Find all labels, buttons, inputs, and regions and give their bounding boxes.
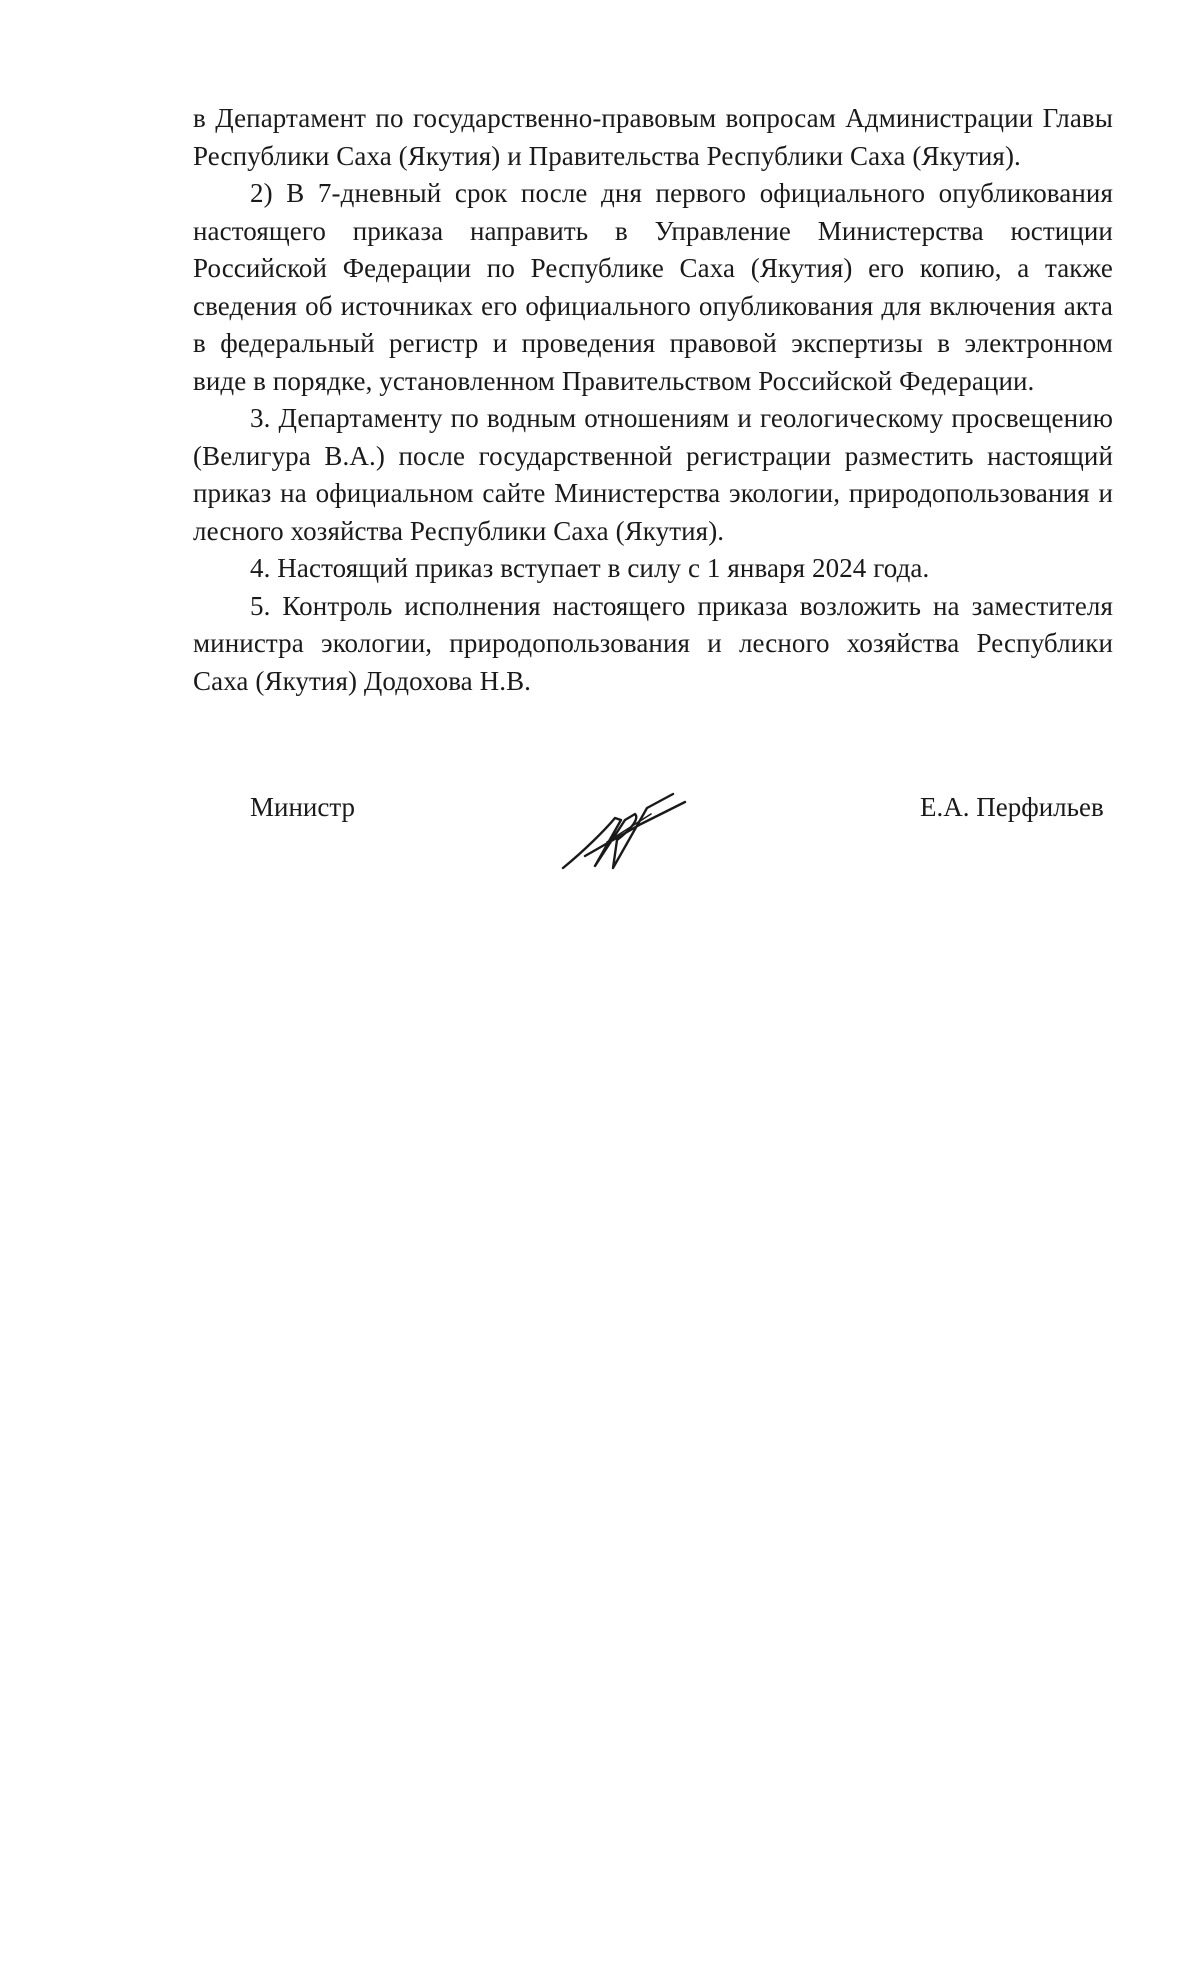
paragraph-item-2: 2) В 7-дневный срок после дня первого официального опубликования настоящего приказа направить в Управление Министерства юстиции Российской Федерации по Республике Саха (Якутия) его копию, а также сведения об источниках его официального опубликования для включения акта в федеральный регистр и проведения правовой экспертизы в электронном виде в порядке, установленном Правительством Российской Федерации. bbox=[193, 178, 1113, 396]
paragraph-item-3: 3. Департаменту по водным отношениям и геологическому просвещению (Велигура В.А.) после государственной регистрации разместить настоящий приказ на официальном сайте Министерства экологии, природопользования и лесного хозяйства Республики Саха (Якутия). bbox=[193, 403, 1113, 546]
paragraph-item-5: 5. Контроль исполнения настоящего приказа возложить на заместителя министра экологии, природопользования и лесного хозяйства Республики Саха (Якутия) Додохова Н.В. bbox=[193, 590, 1113, 696]
signature-block bbox=[0, 780, 1200, 900]
document-body bbox=[193, 100, 1113, 700]
paragraph-continuation: в Департамент по государственно-правовым вопросам Администрации Главы Республики Саха (Якутия) и Правительства Республики Саха (Якутия). bbox=[193, 103, 1113, 171]
handwritten-signature bbox=[555, 780, 695, 880]
signatory-position: Министр bbox=[250, 792, 355, 822]
paragraph-item-4: 4. Настоящий приказ вступает в силу с 1 января 2024 года. bbox=[250, 553, 930, 583]
signatory-name: Е.А. Перфильев bbox=[920, 792, 1104, 822]
